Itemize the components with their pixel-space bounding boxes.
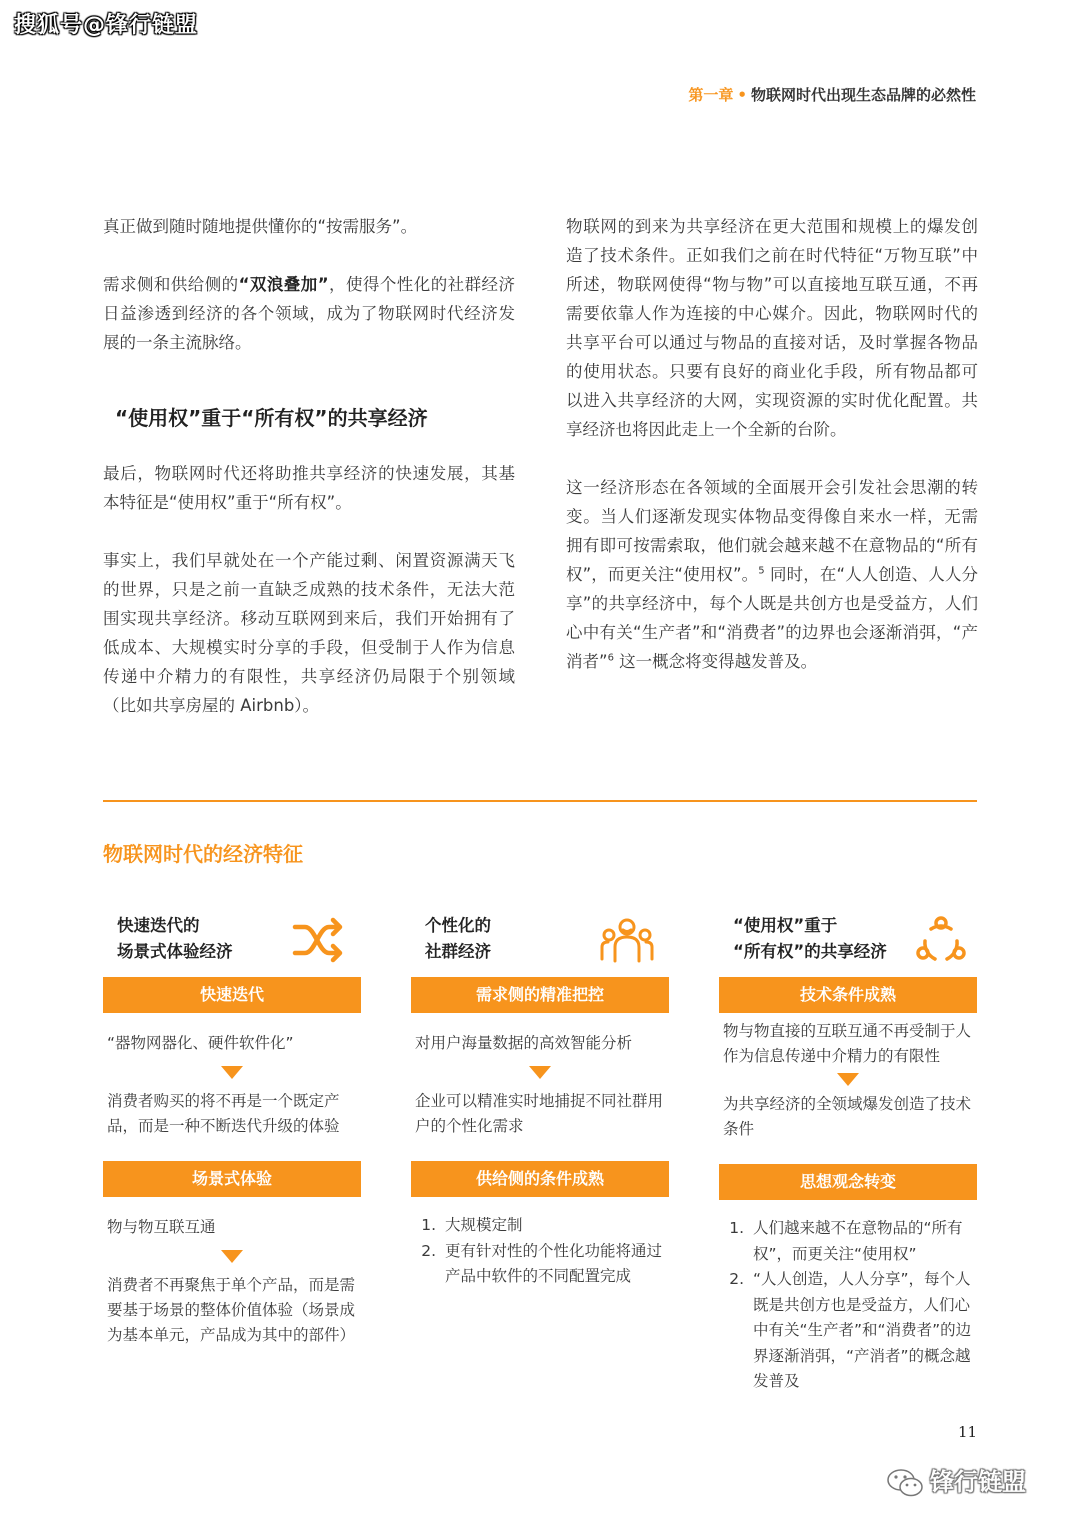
feature-header <box>103 905 361 977</box>
chapter-title: 物联网时代出现生态品牌的必然性 <box>750 86 976 104</box>
header-dot: • <box>737 86 747 104</box>
text-run: ，使得个性化的社群经济日益渗透到经济的各个领域，成为了物联网时代经济发展的一条主流脉络。 <box>103 275 516 352</box>
feature-title-line: 快速迭代的 <box>117 916 200 935</box>
left-column <box>103 212 515 749</box>
feature-title-line: 个性化的 <box>425 916 491 935</box>
feature-title-line: “使用权”重于 <box>733 916 838 935</box>
feature-header <box>719 905 977 977</box>
running-header <box>688 84 976 105</box>
feature-column-sharing <box>719 905 977 1395</box>
watermark-bottom <box>886 1462 1026 1498</box>
section-divider <box>103 800 977 802</box>
paragraph: 事实上，我们早就处在一个产能过剩、闲置资源满天飞的世界，只是之前一直缺乏成熟的技术条件，无法大范围实现共享经济。移动互联网到来后，我们开始拥有了低成本、大规模实时分享的手段，但受制于人作为信息传递中介精力的有限性，共享经济仍局限于个别领域（比如共享房屋的 Airbnb）。 <box>103 551 515 715</box>
feature-title <box>117 913 287 965</box>
paragraph: 真正做到随时随地提供懂你的“按需服务”。 <box>103 217 418 236</box>
feature-title <box>425 913 595 965</box>
feature-list <box>411 1213 669 1290</box>
paragraph <box>566 473 978 676</box>
feature-column-fast-iteration <box>103 905 361 1348</box>
feature-title-line: 场景式体验经济 <box>117 942 233 961</box>
feature-title <box>733 913 923 965</box>
feature-text: 对用户海量数据的高效智能分析 <box>415 1034 633 1052</box>
down-arrow-icon <box>221 1250 243 1263</box>
page-number: 11 <box>958 1423 978 1441</box>
down-arrow-icon <box>529 1066 551 1079</box>
down-arrow-icon <box>221 1066 243 1079</box>
sharing-cycle-icon <box>913 915 969 965</box>
chapter-label: 第一章 <box>688 86 734 104</box>
paragraph: 最后，物联网时代还将助推共享经济的快速发展，其基本特征是“使用权”重于“所有权”。 <box>103 464 515 512</box>
community-icon <box>599 915 655 965</box>
footnote-ref: 5 <box>758 565 765 577</box>
feature-section-title: 物联网时代的经济特征 <box>103 842 303 866</box>
feature-text: 为共享经济的全领域爆发创造了技术条件 <box>723 1095 972 1138</box>
feature-bar: 快速迭代 <box>103 977 361 1013</box>
feature-list <box>719 1216 977 1395</box>
text-run: 同时，在“人人创造、人人分享”的共享经济中，每个人既是共创方也是受益方，人们心中有关“生产者”和“消费者”的边界也会逐渐消弭，“产消者” <box>566 565 978 671</box>
paragraph: 物联网的到来为共享经济在更大范围和规模上的爆发创造了技术条件。正如我们之前在时代特征“万物互联”中所述，物联网使得“物与物”可以直接地互联互通，不再需要依靠人作为连接的中心媒介。因此，物联网时代的共享平台可以通过与物品的直接对话，及时掌握各物品的使用状态。只要有良好的商业化手段，所有物品都可以进入共享经济的大网，实现资源的实时优化配置。共享经济也将因此走上一个全新的台阶。 <box>566 217 978 439</box>
feature-text: 物与物直接的互联互通不再受制于人作为信息传递中介精力的有限性 <box>723 1022 972 1065</box>
text-run: 这一概念将变得越发普及。 <box>613 652 818 671</box>
feature-title-line: “所有权”的共享经济 <box>733 942 887 961</box>
bold-phrase: “双浪叠加” <box>238 275 329 294</box>
list-item: 1. 人们越来越不在意物品的“所有权”，而更关注“使用权” <box>749 1216 973 1267</box>
feature-bar: 场景式体验 <box>103 1161 361 1197</box>
feature-text: 消费者购买的将不再是一个既定产品，而是一种不断迭代升级的体验 <box>107 1092 340 1135</box>
feature-text: “器物网器化、硬件软件化” <box>107 1034 294 1052</box>
list-item: 1. 大规模定制 <box>441 1213 665 1239</box>
feature-bar: 思想观念转变 <box>719 1164 977 1200</box>
watermark-text: 锋行链盟 <box>930 1468 1026 1496</box>
text-run: 需求侧和供给侧的 <box>103 275 239 294</box>
feature-column-community <box>411 905 669 1290</box>
list-item: 2. 更有针对性的个性化功能将通过产品中软件的不同配置完成 <box>441 1239 665 1290</box>
section-heading: “使用权”重于“所有权”的共享经济 <box>115 406 428 430</box>
feature-text: 消费者不再聚焦于单个产品，而是需要基于场景的整体价值体验（场景成为基本单元，产品成为其中的部件） <box>107 1276 356 1344</box>
right-column <box>566 212 978 705</box>
watermark-top: 搜狐号@锋行链盟 <box>14 13 199 38</box>
feature-header <box>411 905 669 977</box>
shuffle-icon <box>291 915 347 965</box>
feature-bar: 需求侧的精准把控 <box>411 977 669 1013</box>
feature-text: 企业可以精准实时地捕捉不同社群用户的个性化需求 <box>415 1092 664 1135</box>
list-item: 2. “人人创造，人人分享”，每个人既是共创方也是受益方，人们心中有关“生产者”和“消费者”的边界逐渐消弭，“产消者”的概念越发普及 <box>749 1267 973 1395</box>
feature-bar: 供给侧的条件成熟 <box>411 1161 669 1197</box>
text-run: 这一经济形态在各领域的全面展开会引发社会思潮的转变。当人们逐渐发现实体物品变得像自来水一样，无需拥有即可按需索取，他们就会越来越不在意物品的“所有权”，而更关注“使用权”。 <box>566 478 978 584</box>
feature-title-line: 社群经济 <box>425 942 491 961</box>
paragraph <box>103 270 515 357</box>
feature-bar: 技术条件成熟 <box>719 977 977 1013</box>
feature-text: 物与物互联互通 <box>107 1218 216 1236</box>
down-arrow-icon <box>837 1073 859 1086</box>
wechat-icon <box>886 1468 924 1498</box>
footnote-ref: 6 <box>607 652 614 664</box>
